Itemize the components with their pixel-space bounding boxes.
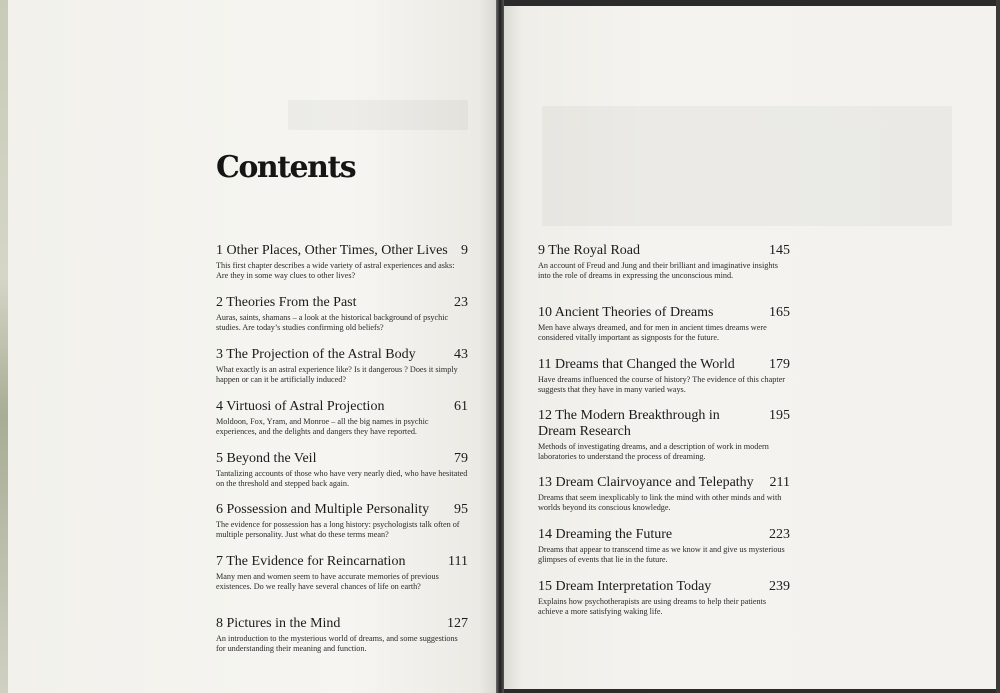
toc-entry-title: 13 Dream Clairvoyance and Telepathy xyxy=(538,475,754,490)
toc-entry-title: 12 The Modern Breakthrough in Dream Research xyxy=(538,408,720,439)
toc-entry-14[interactable] xyxy=(538,527,790,565)
toc-entry-description: Dreams that seem inexplicably to link the mind with other minds and with worlds beyond its conscious knowledge. xyxy=(538,493,782,512)
toc-entry-page: 179 xyxy=(769,357,790,372)
toc-entry-title: 8 Pictures in the Mind xyxy=(216,616,341,631)
toc-entry-title: 2 Theories From the Past xyxy=(216,295,357,310)
toc-entry-title: 6 Possession and Multiple Personality xyxy=(216,502,430,517)
toc-entry-7[interactable] xyxy=(216,554,468,592)
toc-entry-description: This first chapter describes a wide variety of astral experiences and asks: Are they in some way clues to other lives? xyxy=(216,261,455,280)
page-title: Contents xyxy=(216,150,356,185)
toc-entry-title: 1 Other Places, Other Times, Other Lives xyxy=(216,243,448,258)
toc-entry-page: 79 xyxy=(454,451,468,466)
toc-entry-title: 5 Beyond the Veil xyxy=(216,451,317,466)
toc-entry-page: 195 xyxy=(769,408,790,423)
toc-entry-page: 111 xyxy=(448,554,468,569)
toc-entry-description: Tantalizing accounts of those who have very nearly died, who have hesitated on the threshold and stepped back again. xyxy=(216,469,468,488)
toc-entry-description: An introduction to the mysterious world of dreams, and some suggestions for understanding their meaning and function. xyxy=(216,634,458,653)
toc-entry-title: 14 Dreaming the Future xyxy=(538,527,673,542)
toc-entry-page: 127 xyxy=(447,616,468,631)
book-edge-left xyxy=(0,0,8,693)
toc-entry-11[interactable] xyxy=(538,357,790,395)
toc-entry-13[interactable] xyxy=(538,475,790,513)
toc-entry-5[interactable] xyxy=(216,451,468,489)
book-edge-right xyxy=(996,0,1000,693)
toc-entry-description: Methods of investigating dreams, and a description of work in modern laboratories to understand the process of dreaming. xyxy=(538,442,769,461)
toc-entry-description: Moldoon, Fox, Yram, and Monroe – all the big names in psychic experiences, and the delights and dangers they have reported. xyxy=(216,417,429,436)
toc-entry-description: Many men and women seem to have accurate memories of previous existences. Do we really have several chances of life on earth? xyxy=(216,572,439,591)
toc-entry-title: 7 The Evidence for Reincarnation xyxy=(216,554,406,569)
toc-entry-title: 10 Ancient Theories of Dreams xyxy=(538,305,714,320)
toc-entry-15[interactable] xyxy=(538,579,790,617)
toc-entry-page: 239 xyxy=(769,579,790,594)
toc-entry-page: 95 xyxy=(454,502,468,517)
toc-entry-6[interactable] xyxy=(216,502,468,540)
toc-entry-title: 3 The Projection of the Astral Body xyxy=(216,347,416,362)
book-gutter xyxy=(496,0,504,693)
toc-entry-title: 4 Virtuosi of Astral Projection xyxy=(216,399,385,414)
toc-entry-description: Have dreams influenced the course of history? The evidence of this chapter suggests that they have in many varied ways. xyxy=(538,375,785,394)
toc-entry-8[interactable] xyxy=(216,616,468,654)
toc-entry-page: 223 xyxy=(769,527,790,542)
toc-entry-title: 15 Dream Interpretation Today xyxy=(538,579,712,594)
toc-entry-page: 23 xyxy=(454,295,468,310)
toc-entry-9[interactable] xyxy=(538,243,790,281)
toc-entry-description: Auras, saints, shamans – a look at the historical background of psychic studies. Are today’s studies confirming old beliefs? xyxy=(216,313,449,332)
toc-entry-description: Dreams that appear to transcend time as we know it and give us mysterious glimpses of events that lie in the future. xyxy=(538,545,785,564)
show-through-text xyxy=(288,100,468,130)
toc-entry-3[interactable] xyxy=(216,347,468,385)
toc-entry-description: An account of Freud and Jung and their brilliant and imaginative insights into the role of dreams in expressing the unconscious mind. xyxy=(538,261,778,280)
toc-entry-description: Explains how psychotherapists are using dreams to help their patients achieve a more satisfying waking life. xyxy=(538,597,767,616)
toc-entry-12[interactable] xyxy=(538,408,790,462)
toc-entry-page: 9 xyxy=(461,243,468,258)
toc-entry-description: What exactly is an astral experience like? Is it dangerous ? Does it simply happen or can it be artificially induced? xyxy=(216,365,458,384)
toc-entry-1[interactable] xyxy=(216,243,468,281)
toc-entry-description: The evidence for possession has a long history: psychologists talk often of multiple personality. Just what do these terms mean? xyxy=(216,520,460,539)
toc-entry-page: 165 xyxy=(769,305,790,320)
toc-entry-page: 145 xyxy=(769,243,790,258)
toc-entry-4[interactable] xyxy=(216,399,468,437)
toc-entry-page: 61 xyxy=(454,399,468,414)
toc-entry-description: Men have always dreamed, and for men in ancient times dreams were considered vitally important as signposts for the future. xyxy=(538,323,767,342)
show-through-image xyxy=(542,106,952,226)
toc-entry-10[interactable] xyxy=(538,305,790,343)
toc-entry-2[interactable] xyxy=(216,295,468,333)
toc-entry-title: 11 Dreams that Changed the World xyxy=(538,357,735,372)
toc-entry-title: 9 The Royal Road xyxy=(538,243,641,258)
toc-entry-page: 43 xyxy=(454,347,468,362)
toc-entry-page: 211 xyxy=(769,475,790,490)
